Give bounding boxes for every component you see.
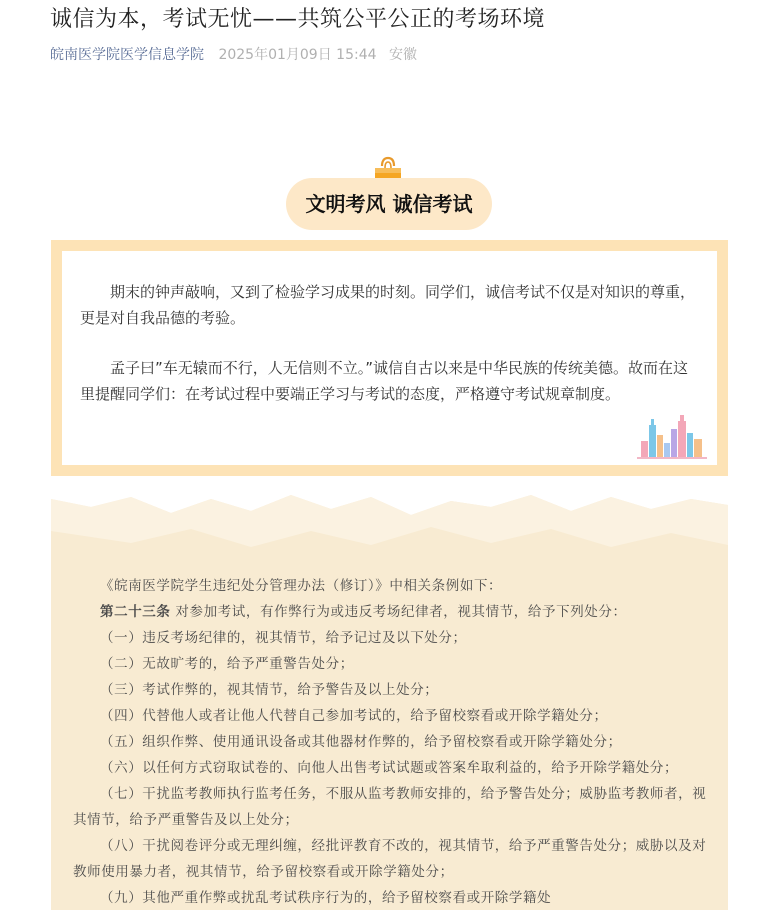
intro-paragraph-1: 期末的钟声敲响，又到了检验学习成果的时刻。同学们，诚信考试不仅是对知识的尊重，更是对自我品德的考验。 (80, 283, 696, 327)
intro-box (51, 240, 728, 476)
rules-text (73, 573, 713, 910)
rule-item-2: （二）无故旷考的，给予严重警告处分； (100, 656, 354, 672)
article-meta (50, 44, 417, 64)
article-23-line (73, 599, 713, 625)
rule-item-3: （三）考试作弊的，视其情节，给予警告及以上处分； (100, 682, 439, 698)
rule-item-7: （七）干扰监考教师执行监考任务，不服从监考教师安排的，给予警告处分；威胁监考教师者，视其情节，给予严重警告及以上处分； (73, 786, 707, 828)
rule-item-4: （四）代替他人或者让他人代替自己参加考试的，给予留校察看或开除学籍处分； (100, 708, 608, 724)
rule-item-6: （六）以任何方式窃取试卷的、向他人出售考试试题或答案牟取利益的，给予开除学籍处分； (100, 760, 679, 776)
publish-location: 安徽 (388, 47, 417, 63)
article-23-label: 第二十三条 (100, 604, 171, 620)
intro-paragraph-2: 孟子曰”车无辕而不行，人无信则不立。”诚信自古以来是中华民族的传统美德。故而在这里提醒同学们：在考试过程中要端正学习与考试的态度，严格遵守考试规章制度。 (80, 359, 689, 403)
rule-item-1: （一）违反考场纪律的，视其情节，给予记过及以下处分； (100, 630, 467, 646)
article-title: 诚信为本，考试无忧——共筑公平公正的考场环境 (50, 7, 546, 32)
account-name-link[interactable]: 皖南医学院医学信息学院 (50, 47, 204, 63)
rules-section (51, 485, 728, 910)
article-23-text: 对参加考试，有作弊行为或违反考场纪律者，视其情节，给予下列处分： (170, 604, 627, 620)
rule-item-9: （九）其他严重作弊或扰乱考试秩序行为的，给予留校察看或开除学籍处 (100, 890, 552, 906)
rule-item-8: （八）干扰阅卷评分或无理纠缠，经批评教育不改的，视其情节，给予严重警告处分；威胁以及对教师使用暴力者，视其情节，给予留校察看或开除学籍处分； (73, 838, 707, 880)
rules-intro-line: 《皖南医学院学生违纪处分管理办法（修订）》中相关条例如下： (100, 578, 503, 594)
intro-box-inner (62, 251, 717, 465)
city-skyline-icon (637, 415, 707, 459)
section-heading-badge: 文明考风 诚信考试 (286, 178, 492, 230)
rule-item-5: （五）组织作弊、使用通讯设备或其他器材作弊的，给予留校察看或开除学籍处分； (100, 734, 622, 750)
publish-datetime: 2025年01月09日 15:44 (218, 47, 377, 63)
